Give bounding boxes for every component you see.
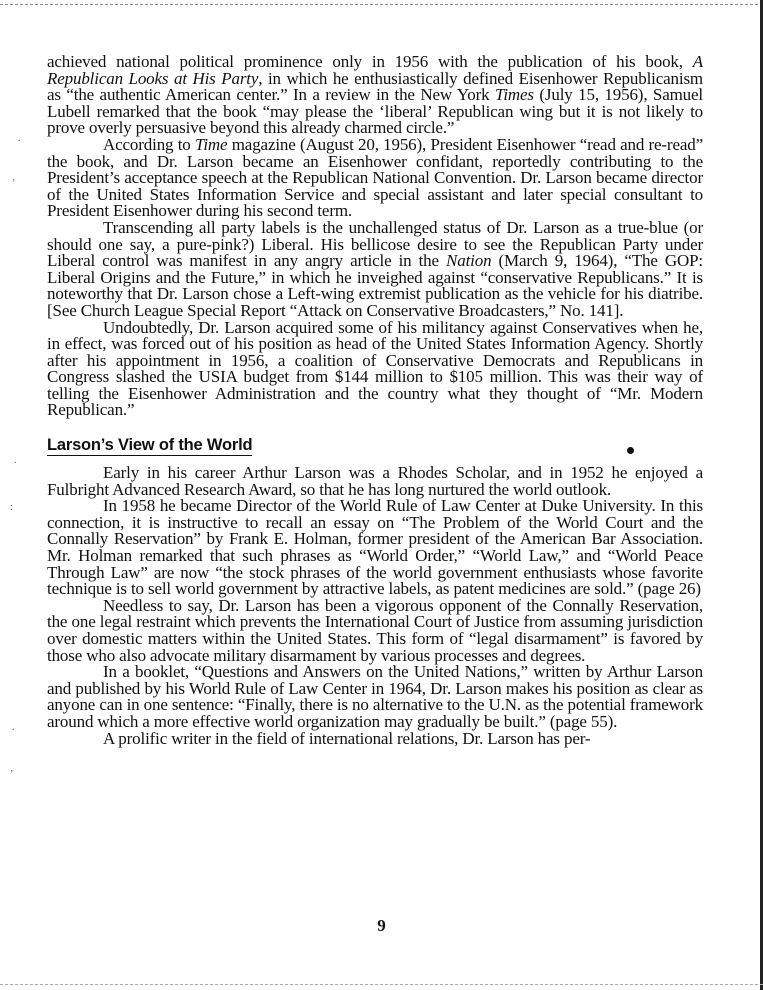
text-run: (July 15, 1956), Samuel Lubell remarked that the book “may please the ‘liberal’ Republican wing but it is not likely to prove overly persuasive beyond this already charmed circle.”	[47, 85, 703, 138]
bullet-dot-icon	[627, 447, 634, 454]
text-run: In 1958 he became Director of the World Rule of Law Center at Duke University. In this connection, it is instructive to recall an essay on “The Problem of the World Court and the Connally Reservation” by Frank E. Holman, former president of the American Bar Association. Mr. Holman remarked that such phrases as “World Order,” “World Law,” and “World Peace Through Law” are now “the stock phrases of the world government enthusiasts whose favorite technique is to sell world government by attractive labels, as patent medicines are sold.” (page 26)	[47, 496, 703, 599]
paragraph	[47, 498, 703, 598]
section-larsons-view	[47, 419, 703, 465]
text-run: Transcending all party labels is the unchallenged status of Dr. Larson as a true-blue (or should one say, a pure-pink?) Liberal. His bellicose desire to see the Republican Party under Liberal control was manifest in any angry article in the	[47, 217, 703, 271]
paragraph	[47, 465, 703, 498]
text-run: Undoubtedly, Dr. Larson acquired some of his militancy against Conservatives when he, in effect, was forced out of his position as head of the United States Information Agency. Shortly after his appointment in 1956, a coalition of Conservative Democrats and Republicans in Congress slashed the USIA budget from $144 million to $105 million. This was their way of telling the Eisenhower Administration and the country what they thought of “Mr. Modern Republican.”	[47, 317, 703, 420]
document-body	[47, 54, 703, 747]
margin-speck: ʼ	[10, 769, 14, 780]
text-run: According to	[103, 134, 195, 154]
italic-title: Time	[194, 134, 228, 154]
text-run: A prolific writer in the field of international relations, Dr. Larson has per-	[103, 728, 591, 748]
text-run: In a booklet, “Questions and Answers on the United Nations,” written by Arthur Larson and published by his World Rule of Law Center in 1964, Dr. Larson makes his position as clear as anyone can in one sentence: “Finally, there is no alternative to the U.N. as the potential framework around which a more effective world organization may gradually be built.” (page 55).	[47, 662, 703, 731]
margin-speck: :	[10, 502, 13, 513]
text-run: achieved national political prominence only in 1956 with the publication of his book,	[47, 52, 693, 71]
paragraph	[47, 664, 703, 730]
page-number: 9	[377, 916, 386, 935]
margin-speck: .	[14, 455, 17, 466]
italic-title: Times	[494, 85, 534, 105]
paragraph	[47, 317, 703, 420]
paragraph	[47, 217, 703, 320]
paragraph	[47, 54, 703, 137]
text-run: Needless to say, Dr. Larson has been a vigorous opponent of the Connally Reservation, the one legal restraint which prevents the International Court of Justice from assuming jurisdiction over domestic matters within the United States. This form of “legal disarmament” is favored by those who also advocate military disarmament by various processes and degrees.	[47, 595, 703, 665]
margin-speck: .	[12, 722, 15, 733]
paragraph	[47, 134, 703, 221]
section-paragraphs	[47, 465, 703, 747]
text-run: magazine (August 20, 1956), President Eisenhower “read and re-read” the book, and Dr. Larson became an Eisenhower confidant, reportedly contributing to the President’s acceptance speech at the Republican National Convention. Dr. Larson became director of the United States Information Service and special assistant and later special consultant to President Eisenhower during his second term.	[47, 134, 703, 221]
text-run: (March 9, 1964), “The GOP: Liberal Origins and the Future,” in which he inveighed against “conservative Republicans.” It is noteworthy that Dr. Larson chose a Left-wing extremist publication as the vehicle for his diatribe. [See Church League Special Report “Attack on Conservative Broadcasters,” No. 141].	[47, 251, 703, 320]
intro-paragraphs	[47, 54, 703, 419]
text-run: , in which he enthusiastically defined Eisenhower Republicanism as “the authentic American center.” In a review in the New York	[47, 68, 703, 105]
margin-speck: ʼ	[12, 178, 16, 189]
italic-title: Nation	[446, 251, 492, 271]
bottom-border-rule	[0, 984, 763, 985]
margin-speck: .	[18, 133, 21, 144]
paragraph	[47, 595, 703, 665]
italic-title: A Republican Looks at His Party	[47, 52, 703, 88]
top-border-rule	[0, 4, 763, 5]
paragraph	[47, 728, 703, 748]
text-run: Early in his career Arthur Larson was a Rhodes Scholar, and in 1952 he enjoyed a Fulbright Advanced Research Award, so that he has long nurtured the world outlook.	[47, 463, 703, 499]
section-heading: Larson’s View of the World	[47, 436, 253, 455]
